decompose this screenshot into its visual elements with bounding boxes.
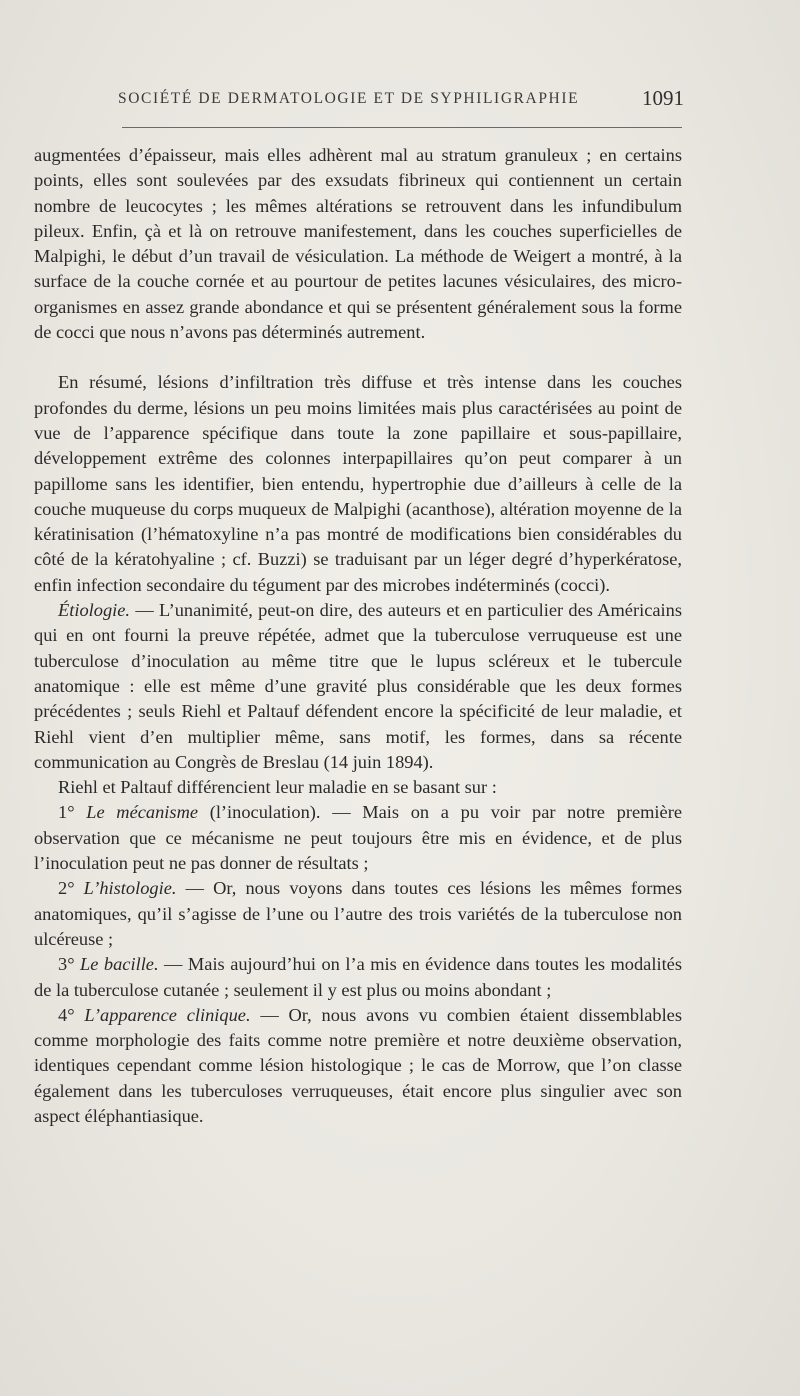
body-text <box>34 143 682 1129</box>
criterion-4-text: — Or, nous avons vu combien étaient dissemblables comme morphologie des faits comme notre première et notre deuxième observation, identiques cependant comme lésion histologique ; le cas de Morrow, que l’on classe également dans les tuberculoses verruqueuses, était encore plus singulier avec son aspect éléphantiasique. <box>34 1004 682 1126</box>
criterion-4-label: L’apparence clinique. <box>84 1004 251 1025</box>
paragraph-criterion-4 <box>34 1003 682 1129</box>
criterion-2-text: — Or, nous voyons dans toutes ces lésions les mêmes formes anatomiques, qu’il s’agisse de l’une ou l’autre des trois variétés de la tuberculose non ulcéreuse ; <box>34 878 683 949</box>
running-title: SOCIÉTÉ DE DERMATOLOGIE ET DE SYPHILIGRAPHIE <box>118 90 580 107</box>
criterion-1-number: 1° <box>58 802 87 823</box>
paragraph-continuation: augmentées d’épaisseur, mais elles adhèrent mal au stratum granuleux ; en certains points, elles sont soulevées par des exsudats fibrineux qui contiennent un certain nombre de leucocytes ; les mêmes altérations se retrouvent dans les infundibulum pileux. Enfin, çà et là on retrouve manifestement, dans les couches superficielles de Malpighi, le début d’un travail de vésiculation. La méthode de Weigert a montré, à la surface de la couche cornée et au pourtour de petites lacunes vésiculaires, des micro-organismes en assez grande abondance et qui se présentent généralement sous la forme de cocci que nous n’avons pas déterminés autrement. <box>34 145 682 343</box>
criterion-2-number: 2° <box>58 878 84 899</box>
paragraph-criterion-1 <box>34 800 682 876</box>
paragraph-criteria-intro: Riehl et Paltauf différencient leur maladie en se basant sur : <box>58 777 497 798</box>
criterion-1-label: Le mécanisme <box>86 802 199 823</box>
page-number: 1091 <box>642 86 684 110</box>
paragraph-etiology <box>34 598 682 775</box>
criterion-3-number: 3° <box>58 954 81 975</box>
etiology-text: — L’unanimité, peut-on dire, des auteurs et en particulier des Américains qui en ont fourni la preuve répétée, admet que la tuberculose verruqueuse est une tuberculose d’inoculation au même titre que le lupus scléreux et le tubercule anatomique : elle est même d’une gravité plus considérable que les deux formes précédentes ; seuls Riehl et Paltauf défendent encore la spécificité de leur maladie, et Riehl vient d’en multiplier même, sans motif, les formes, dans sa récente communication au Congrès de Breslau (14 juin 1894). <box>34 600 682 772</box>
paragraph-criterion-3 <box>34 952 682 1003</box>
criterion-2-label: L’histologie. <box>83 878 177 899</box>
criterion-3-text: — Mais aujourd’hui on l’a mis en évidence dans toutes les modalités de la tuberculose cutanée ; seulement il y est plus ou moins abondant ; <box>34 954 682 1000</box>
page-header <box>118 86 684 114</box>
criterion-1-text: (l’inoculation). — Mais on a pu voir par notre première observation que ce mécanisme ne peut toujours être mis en évidence, et de plus l’inoculation peut ne pas donner de résultats ; <box>34 802 682 874</box>
etiology-heading: Étiologie. <box>58 600 131 621</box>
paragraph-summary: En résumé, lésions d’infiltration très diffuse et très intense dans les couches profondes du derme, lésions un peu moins limitées mais plus caractérisées au point de vue de l’apparence spécifique dans toute la zone papillaire et sous-papillaire, développement extrême des colonnes interpapillaires qu’on peut comparer à un papillome sans les identifier, bien entendu, hypertrophie due d’ailleurs à celle de la couche muqueuse du corps muqueux de Malpighi (acanthose), altération moyenne de la kératinisation (l’hématoxyline n’a pas montré de modifications bien considérables du côté de la kératohyaline ; cf. Buzzi) se traduisant par un léger degré d’hyperkératose, enfin infection secondaire du tégument par des microbes indéterminés (cocci). <box>34 372 682 595</box>
criterion-3-label: Le bacille. <box>80 954 159 975</box>
paragraph-criterion-2 <box>34 876 682 952</box>
header-rule <box>122 127 682 128</box>
criterion-4-number: 4° <box>58 1004 85 1025</box>
